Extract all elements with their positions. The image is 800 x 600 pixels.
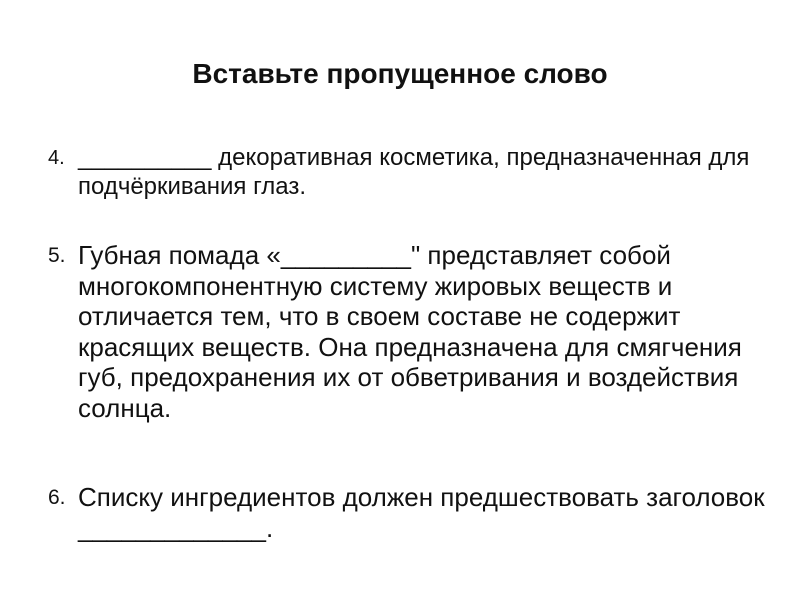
question-number: 5.: [48, 244, 66, 267]
question-item-6: [48, 482, 768, 543]
question-item-4: [48, 143, 768, 201]
question-number: 4.: [48, 147, 65, 169]
question-item-5: [48, 240, 768, 423]
question-text: __________ декоративная косметика, предназначенная для подчёркивания глаз.: [78, 144, 750, 200]
question-text: Списку ингредиентов должен предшествовать заголовок _____________.: [78, 482, 765, 543]
question-number: 6.: [48, 486, 66, 509]
question-text: Губная помада «_________" представляет собой многокомпонентную систему жировых веществ и отличается тем, что в своем составе не содержит красящих веществ. Она предназначена для смягчения губ, предохранения их от обветривания и воздействия солнца.: [78, 240, 742, 423]
slide-title: Вставьте пропущенное слово: [192, 58, 608, 89]
